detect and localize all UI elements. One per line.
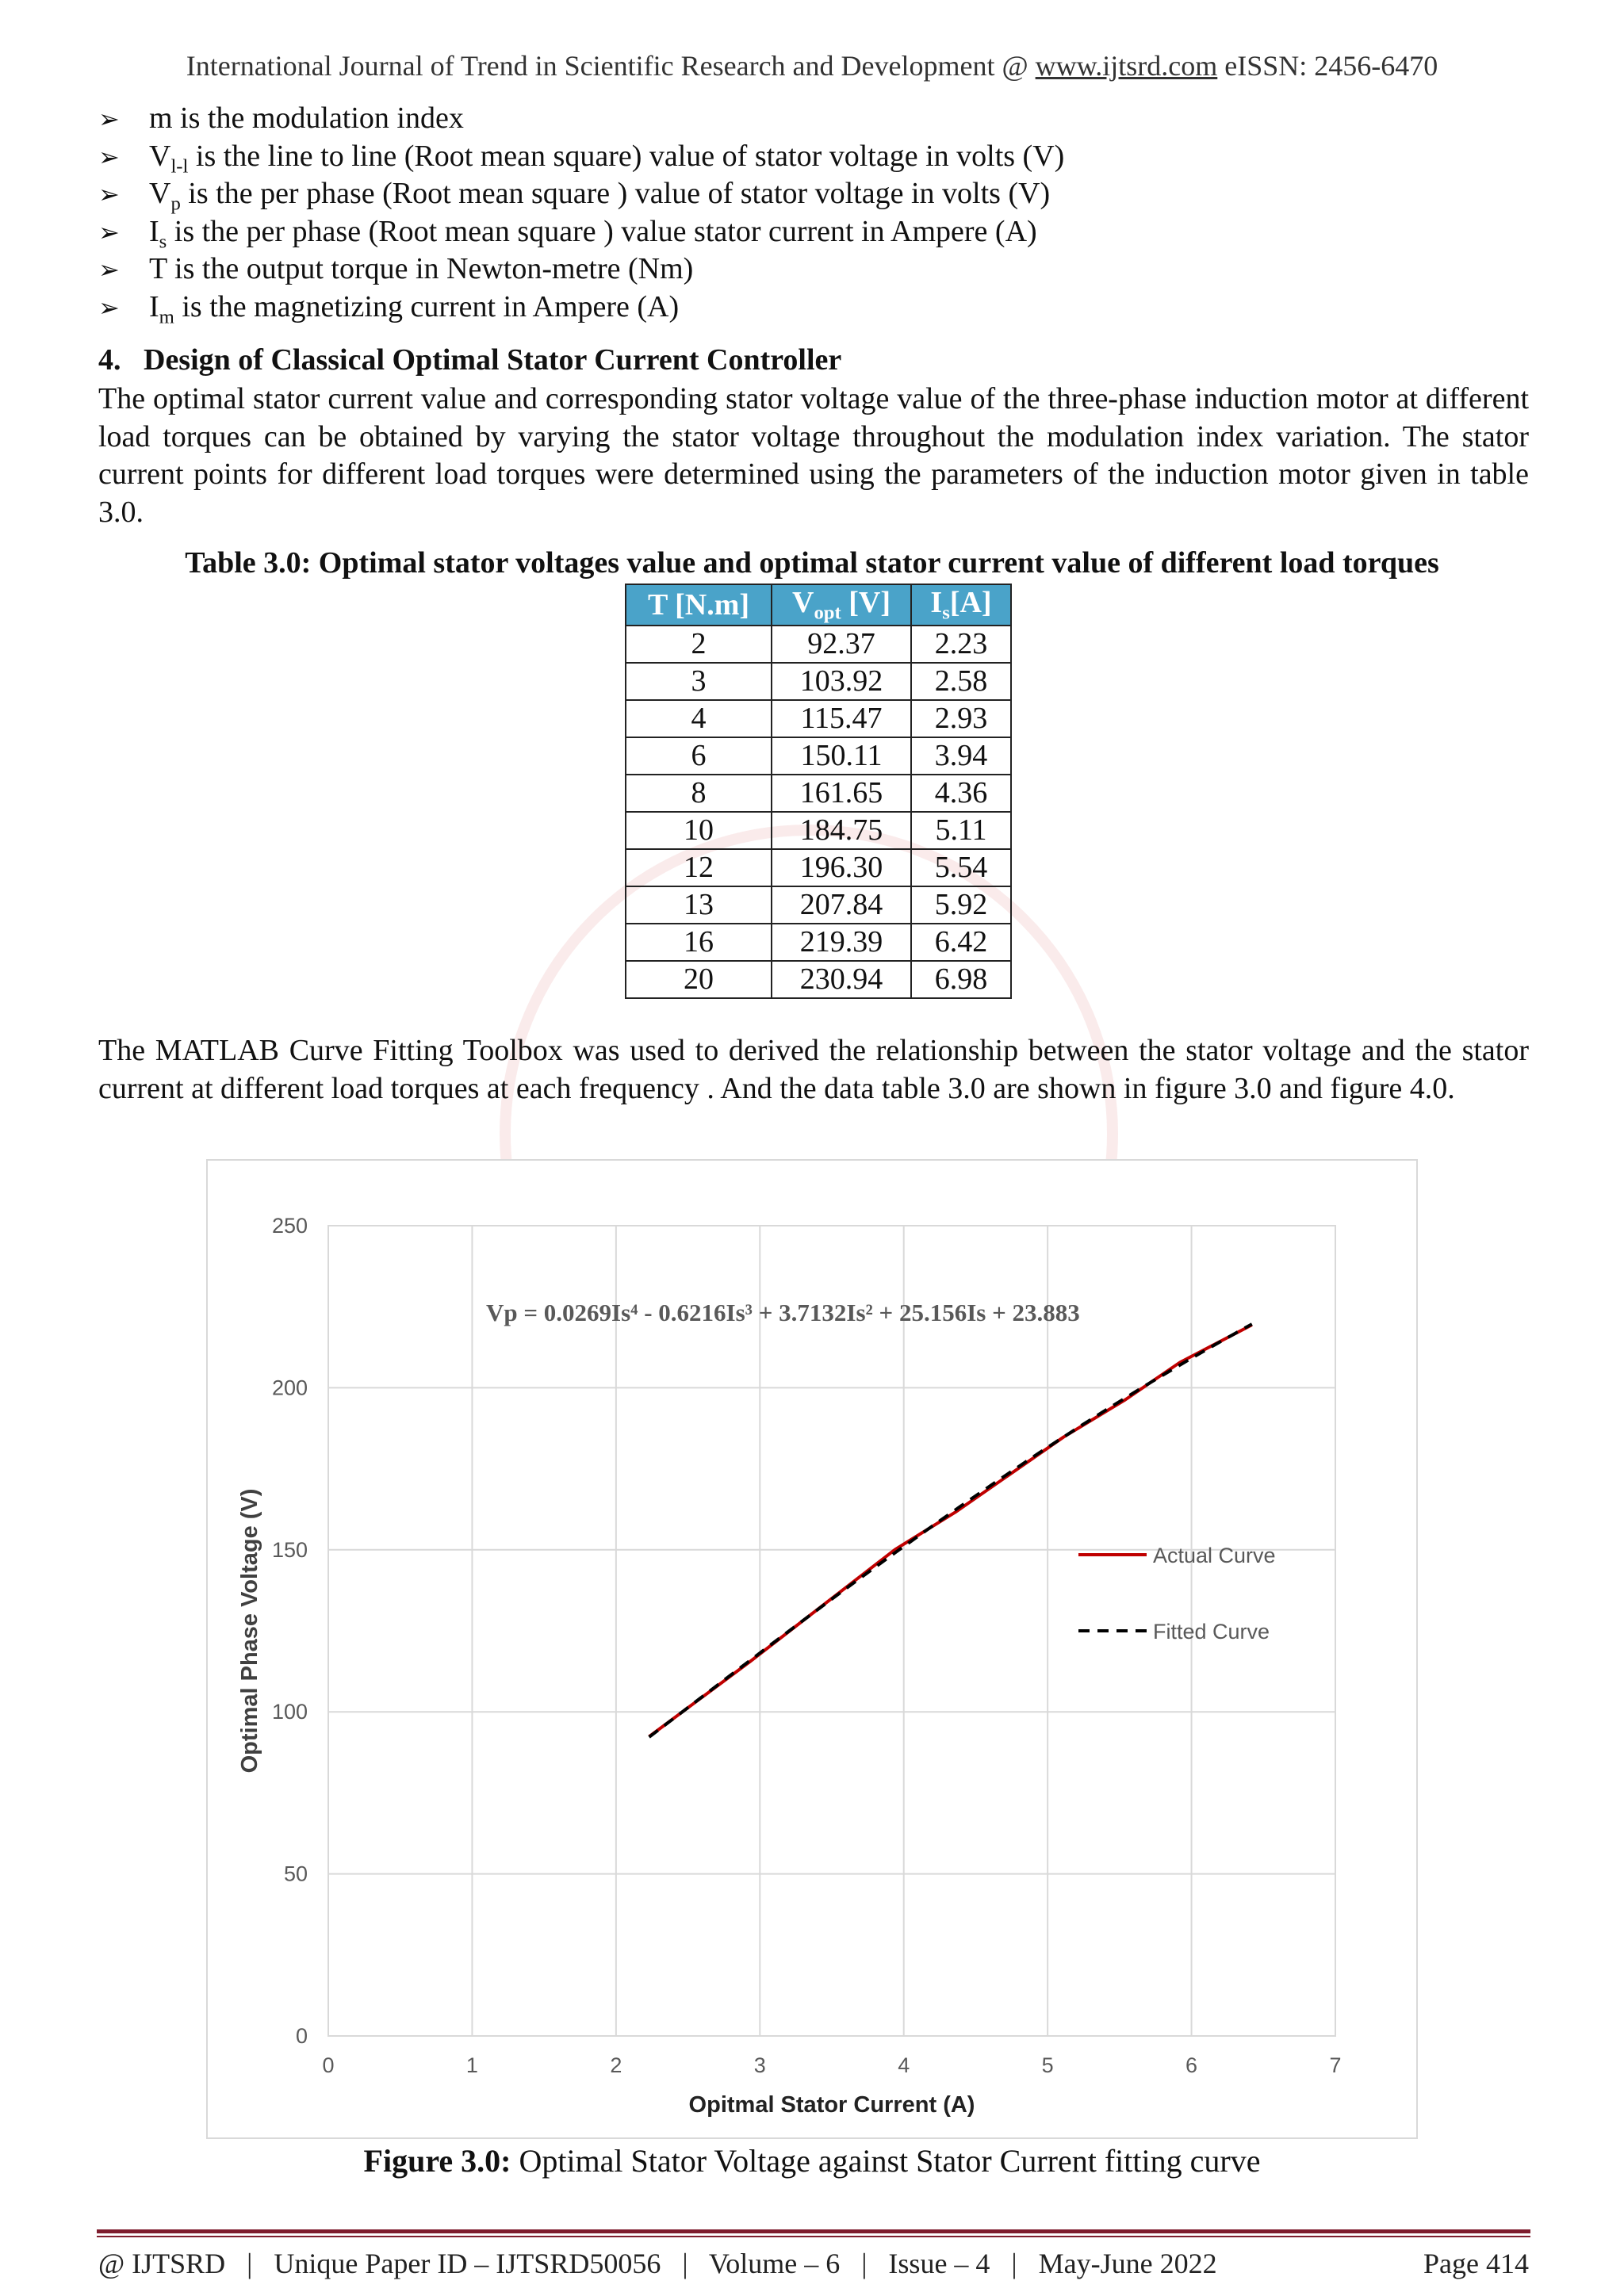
- list-item: ➢ T is the output torque in Newton-metre (Nm): [98, 251, 1529, 289]
- arrow-bullet-icon: ➢: [98, 217, 120, 247]
- table-row: 20 230.94 6.98: [626, 961, 1011, 998]
- footer-citation: @ IJTSRD | Unique Paper ID – IJTSRD50056 | Volume – 6 | Issue – 4 | May-June 2022: [98, 2248, 1217, 2279]
- table-caption: Table 3.0: Optimal stator voltages value and optimal stator current value of different load torques: [185, 546, 1439, 580]
- figure-caption: Figure 3.0: Optimal Stator Voltage against Stator Current fitting curve: [363, 2143, 1261, 2179]
- journal-website-link[interactable]: www.ijtsrd.com: [1035, 50, 1218, 82]
- arrow-bullet-icon: ➢: [98, 180, 120, 209]
- list-item: ➢ m is the modulation index: [98, 100, 1529, 138]
- stator-data-table: [625, 584, 1012, 999]
- x-tick-label: 4: [898, 2053, 910, 2077]
- table-header-row: [626, 584, 1011, 626]
- table-row: 4 115.47 2.93: [626, 700, 1011, 737]
- x-tick-label: 3: [753, 2053, 766, 2077]
- list-item: ➢ $I_m$ is the magnetizing current in Ampere (A): [98, 289, 680, 328]
- table-row: 13 207.84 5.92: [626, 886, 1011, 924]
- x-tick-label: 1: [465, 2053, 478, 2077]
- list-item: ➢ $V_{l-l}$ is the line to line (Root mean square) value of stator voltage in volts (V): [98, 139, 1065, 178]
- x-tick-label: 6: [1185, 2053, 1198, 2077]
- arrow-bullet-icon: ➢: [98, 293, 120, 322]
- y-axis-title: Optimal Phase Voltage (V): [237, 1488, 262, 1774]
- legend-fitted-label: Fitted Curve: [1153, 1620, 1270, 1644]
- voltage-current-chart: [208, 1161, 1416, 2137]
- fit-equation-annotation: Vp = 0.0269Is⁴ - 0.6216Is³ + 3.7132Is² + 25.156Is + 23.883: [486, 1299, 1080, 1326]
- page-number: Page 414: [1423, 2248, 1529, 2279]
- x-tick-label: 5: [1041, 2053, 1054, 2077]
- y-tick-label: 100: [271, 1700, 308, 1724]
- footer-divider-thin: [97, 2236, 1530, 2237]
- table-row: 2 92.37 2.23: [626, 626, 1011, 663]
- arrow-bullet-icon: ➢: [98, 105, 120, 133]
- x-tick-label: 0: [322, 2053, 335, 2077]
- page-footer: [98, 2247, 1529, 2280]
- y-tick-label: 0: [295, 2024, 308, 2048]
- column-header-voltage: $V_{opt}$ [V]: [772, 584, 911, 626]
- legend-actual-label: Actual Curve: [1153, 1544, 1276, 1567]
- x-tick-label: 2: [610, 2053, 622, 2077]
- column-header-torque: T [N.m]: [626, 584, 772, 626]
- table-row: 16 219.39 6.42: [626, 924, 1011, 961]
- list-item: ➢ $V_p$ is the per phase (Root mean square ) value of stator voltage in volts (V): [98, 177, 1051, 215]
- actual-curve-line: [649, 1325, 1252, 1736]
- table-row: 8 161.65 4.36: [626, 775, 1011, 812]
- x-tick-label: 7: [1329, 2053, 1342, 2077]
- section-paragraph: The optimal stator current value and corresponding stator voltage value of the three-phase induction motor at different load torques can be obtained by varying the stator voltage throughout the modulation index variation. The stator current points for different load torques were determined using the parameters of the induction motor given in table 3.0.: [98, 382, 1529, 529]
- chart-frame: [206, 1159, 1418, 2139]
- arrow-bullet-icon: ➢: [98, 142, 120, 171]
- y-tick-label: 250: [271, 1214, 308, 1238]
- list-item: ➢ $I_s$ is the per phase (Root mean square ) value stator current in Ampere (A): [98, 214, 1037, 253]
- y-tick-label: 50: [283, 1862, 308, 1886]
- y-tick-label: 200: [271, 1376, 308, 1400]
- footer-divider: [97, 2229, 1530, 2233]
- fitted-curve-line: [649, 1324, 1252, 1737]
- x-axis-title: Opitmal Stator Current (A): [688, 2092, 975, 2118]
- table-row: 10 184.75 5.11: [626, 812, 1011, 849]
- table-row: 6 150.11 3.94: [626, 737, 1011, 775]
- symbol-definition-list: [98, 100, 1529, 326]
- section-heading: 4. Design of Classical Optimal Stator Current Controller: [98, 343, 842, 377]
- table-row: 3 103.92 2.58: [626, 663, 1011, 700]
- table-row: 12 196.30 5.54: [626, 849, 1011, 886]
- running-header: International Journal of Trend in Scientific Research and Development @ www.ijtsrd.com eISSN: 2456-6470: [186, 50, 1438, 82]
- figure-intro-paragraph: The MATLAB Curve Fitting Toolbox was used to derived the relationship between the stator voltage and the stator current at different load torques at each frequency . And the data table 3.0 are shown in figure 3.0 and figure 4.0.: [98, 1034, 1529, 1105]
- column-header-current: $I_s[A]$: [911, 584, 1011, 626]
- arrow-bullet-icon: ➢: [98, 255, 120, 284]
- y-tick-label: 150: [271, 1537, 308, 1562]
